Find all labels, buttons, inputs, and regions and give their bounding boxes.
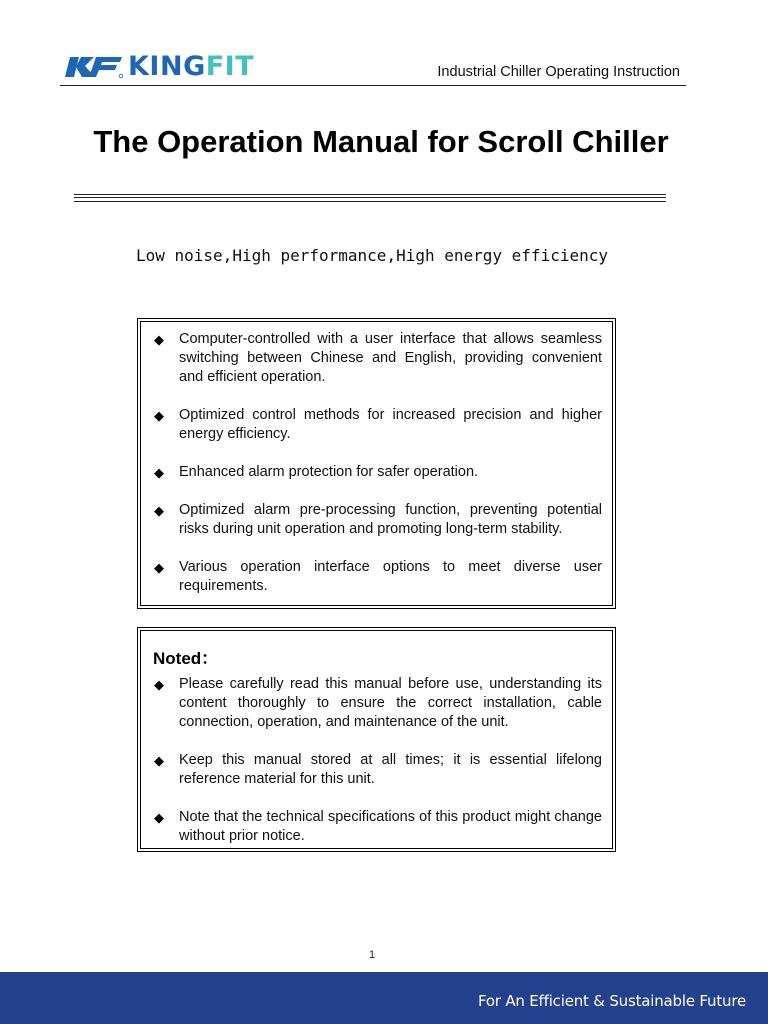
- diamond-bullet-icon: ◆: [154, 503, 164, 518]
- document-type-label: Industrial Chiller Operating Instruction: [437, 64, 680, 80]
- title-divider: [74, 194, 666, 202]
- feature-list: [153, 330, 602, 596]
- logo-wordmark-king: KING: [128, 51, 206, 82]
- features-box: [137, 318, 616, 609]
- list-item: [153, 558, 602, 596]
- diamond-bullet-icon: ◆: [154, 810, 164, 825]
- diamond-bullet-icon: ◆: [154, 408, 164, 423]
- footer-slogan: For An Efficient & Sustainable Future: [477, 992, 746, 1010]
- diamond-bullet-icon: ◆: [154, 753, 164, 768]
- kingfit-logo-mark-icon: [64, 55, 124, 79]
- list-item: [153, 463, 602, 482]
- notes-heading: Noted：: [153, 649, 219, 668]
- logo-wordmark-fit: FIT: [205, 51, 255, 82]
- list-item: [153, 808, 602, 846]
- list-item: [153, 675, 602, 732]
- page-number: 1: [368, 949, 376, 961]
- feature-text: Optimized control methods for increased precision and higher energy efficiency.: [179, 407, 602, 442]
- logo-wordmark: [128, 51, 255, 82]
- footer-band: [0, 972, 768, 1024]
- note-text: Keep this manual stored at all times; it is essential lifelong reference material for this unit.: [179, 752, 602, 787]
- diamond-bullet-icon: ◆: [154, 332, 164, 347]
- list-item: [153, 501, 602, 539]
- header-divider: [60, 85, 686, 86]
- document-title: The Operation Manual for Scroll Chiller: [93, 124, 669, 159]
- notes-list: [153, 675, 602, 846]
- list-item: [153, 330, 602, 387]
- list-item: [153, 751, 602, 789]
- feature-text: Enhanced alarm protection for safer operation.: [179, 464, 479, 480]
- diamond-bullet-icon: ◆: [154, 465, 164, 480]
- feature-text: Optimized alarm pre-processing function, preventing potential risks during unit operation and promoting long-term stability.: [179, 502, 602, 537]
- feature-text: Various operation interface options to meet diverse user requirements.: [179, 559, 602, 594]
- notes-box-inner: [140, 630, 613, 849]
- note-text: Note that the technical specifications of this product might change without prior notice.: [179, 809, 602, 844]
- diamond-bullet-icon: ◆: [154, 560, 164, 575]
- features-box-inner: [140, 321, 613, 606]
- diamond-bullet-icon: ◆: [154, 677, 164, 692]
- feature-text: Computer-controlled with a user interface that allows seamless switching between Chinese and English, providing convenient and efficient operation.: [179, 331, 602, 385]
- page-header: [60, 50, 686, 86]
- note-text: Please carefully read this manual before use, understanding its content thoroughly to ensure the correct installation, cable connection, operation, and maintenance of the unit.: [179, 676, 602, 730]
- product-tagline: Low noise,High performance,High energy efficiency: [135, 246, 608, 265]
- kingfit-logo: [64, 51, 255, 82]
- list-item: [153, 406, 602, 444]
- notes-box: [137, 627, 616, 852]
